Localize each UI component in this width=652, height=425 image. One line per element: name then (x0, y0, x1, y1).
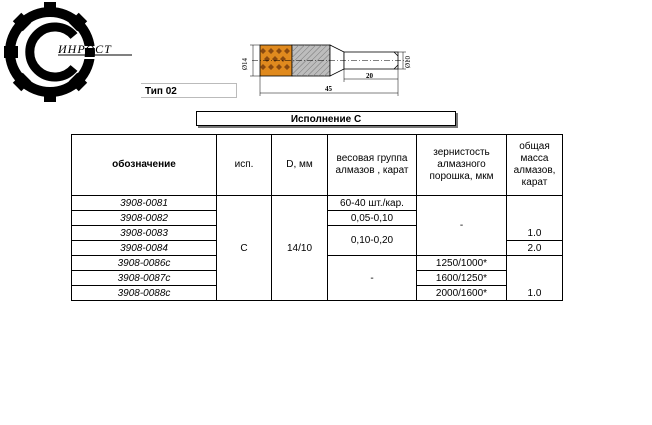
header-weight-group: весовая группа алмазов , карат (328, 135, 417, 196)
mass-cell: 1.0 (507, 196, 563, 241)
header-d: D, мм (272, 135, 328, 196)
header-mass: общая масса алмазов, карат (507, 135, 563, 196)
code-cell: 3908-0086с (72, 256, 217, 271)
code-cell: 3908-0083 (72, 226, 217, 241)
code-cell: 3908-0084 (72, 241, 217, 256)
weight-group-cell: 0,10-0,20 (328, 226, 417, 256)
header-isp: исп. (217, 135, 272, 196)
code-cell: 3908-0082 (72, 211, 217, 226)
tool-drawing (232, 38, 412, 100)
weight-group-cell: 60-40 шт./кар. (328, 196, 417, 211)
weight-group-cell: - (328, 256, 417, 301)
grain-cell: 1250/1000* (417, 256, 507, 271)
logo-wordmark: ИНРОСТ (58, 42, 112, 56)
header-code: обозначение (72, 135, 217, 196)
table-row (72, 196, 563, 211)
dim-diameter-right: Ø10 (404, 55, 412, 68)
type-label: Тип 02 (141, 83, 237, 98)
spec-table (71, 134, 563, 301)
code-cell: 3908-0081 (72, 196, 217, 211)
d-cell: 14/10 (272, 196, 328, 301)
grain-cell: - (417, 196, 507, 256)
grain-cell: 2000/1600* (417, 286, 507, 301)
dim-diameter-left: Ø14 (241, 57, 249, 70)
dim-total-length: 45 (325, 85, 332, 93)
header-grain: зернистость алмазного порошка, мкм (417, 135, 507, 196)
section-title: Исполнение С (196, 111, 456, 126)
isp-cell: С (217, 196, 272, 301)
code-cell: 3908-0088с (72, 286, 217, 301)
weight-group-cell: 0,05-0,10 (328, 211, 417, 226)
mass-cell: 1.0 (507, 256, 563, 301)
code-cell: 3908-0087с (72, 271, 217, 286)
mass-cell: 2.0 (507, 241, 563, 256)
grain-cell: 1600/1250* (417, 271, 507, 286)
dim-shank-length: 20 (366, 72, 373, 80)
